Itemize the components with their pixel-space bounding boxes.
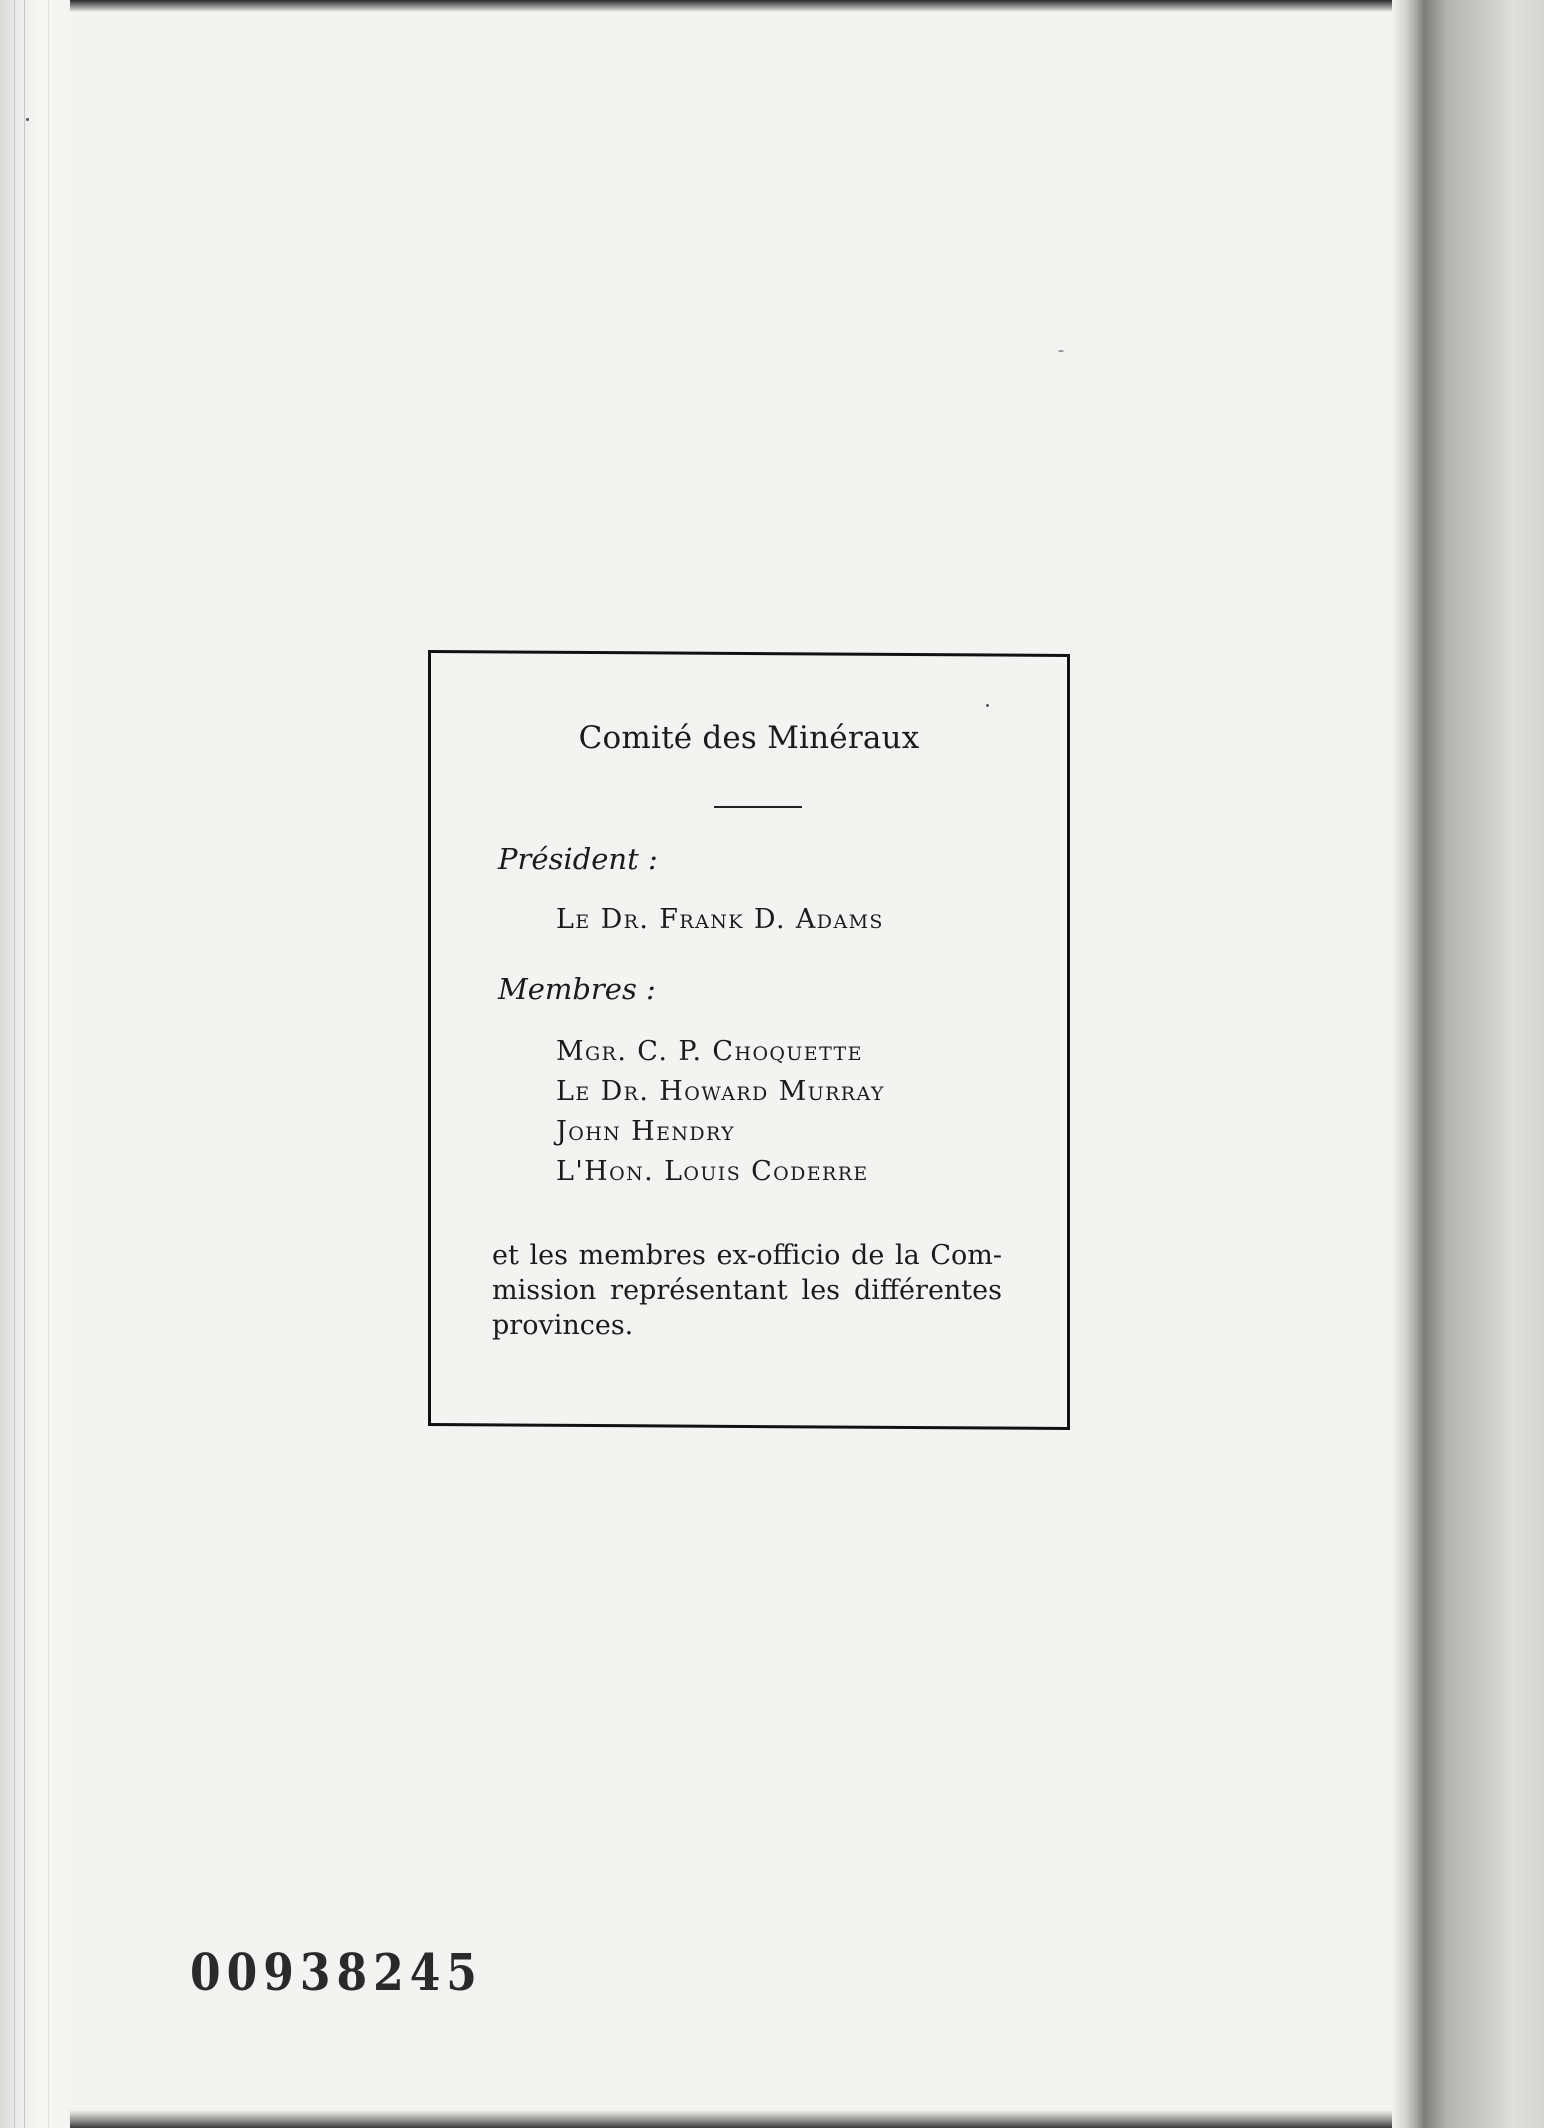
ex-officio-paragraph [492,1238,1002,1343]
scan-top-edge [0,0,1544,12]
scan-bottom-edge [0,2110,1544,2128]
member-name: L'Hon. Louis Coderre [556,1156,869,1187]
page-edge-line [24,0,25,2128]
dust-speck [1058,350,1064,352]
title-rule [714,806,802,808]
paragraph-line: provinces. [492,1310,634,1341]
committee-title: Comité des Minéraux [578,720,920,756]
book-binding-gutter [1392,0,1492,2128]
committee-box [428,652,1070,1428]
member-name: Le Dr. Howard Murray [556,1076,885,1107]
page-edge-line [14,0,15,2128]
paragraph-line: mission représentant les différentes [492,1275,1002,1306]
facing-page-edge [1492,0,1544,2128]
members-label: Membres : [498,972,656,1006]
page-edge-line [48,0,49,2128]
paragraph-line: et les membres ex-officio de la Com- [492,1240,1002,1271]
inventory-stamp-number: 00938245 [190,1944,483,2003]
member-name: Mgr. C. P. Choquette [556,1036,863,1067]
member-name: John Hendry [556,1116,736,1147]
president-name: Le Dr. Frank D. Adams [556,904,884,935]
dust-speck [26,118,29,121]
page-left-edge [0,0,70,2128]
president-label: Président : [498,842,658,876]
